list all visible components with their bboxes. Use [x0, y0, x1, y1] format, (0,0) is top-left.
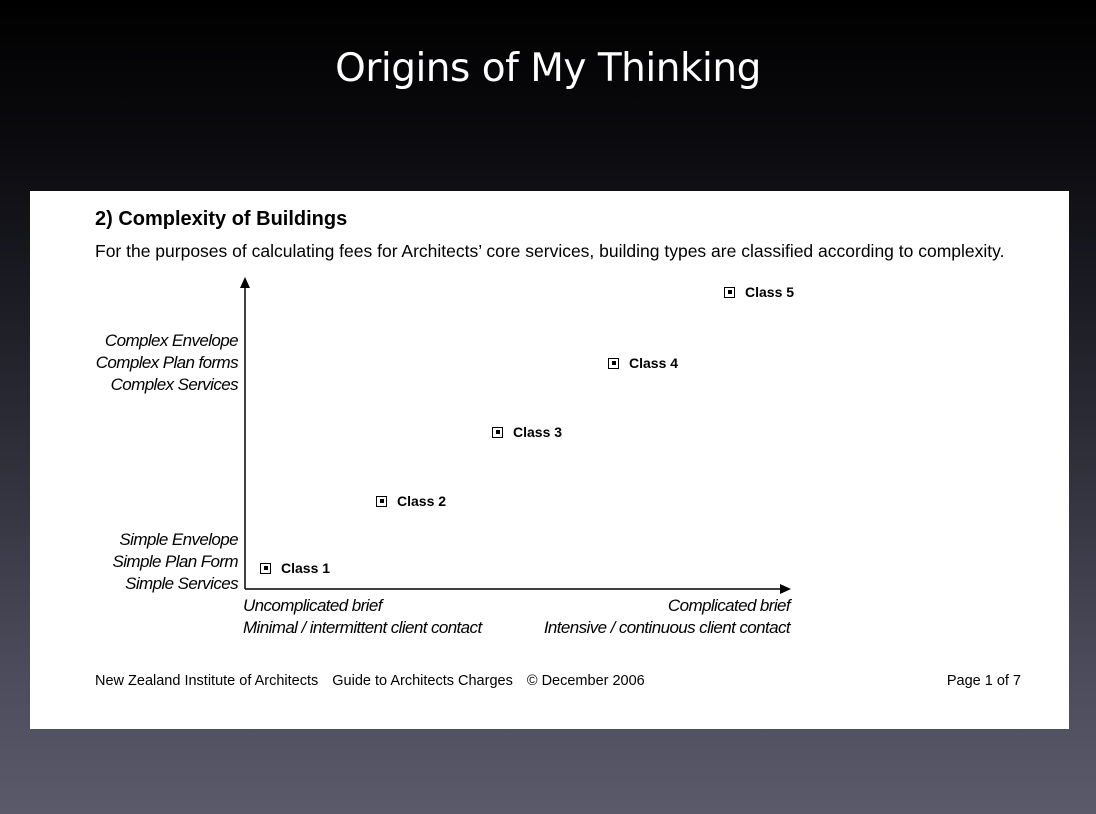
class-4-label: Class 4 [629, 355, 679, 371]
x-axis-right-line-1: Complicated brief [667, 596, 790, 615]
x-axis-left-line-2: Minimal / intermittent client contact [243, 618, 482, 637]
class-1-marker [260, 560, 330, 576]
class-marker-icon [608, 358, 619, 369]
class-5-label: Class 5 [745, 284, 795, 300]
x-axis-right-label [544, 595, 790, 639]
x-axis-right-line-2: Intensive / continuous client contact [543, 618, 790, 637]
y-axis-bottom-line-2: Simple Plan Form [112, 552, 238, 571]
class-2-label: Class 2 [397, 493, 447, 509]
y-axis-arrow-icon [240, 277, 250, 288]
class-2-marker [376, 493, 446, 509]
slide-title: Origins of My Thinking [335, 46, 761, 91]
x-axis-left-label [243, 595, 482, 639]
intro-paragraph: For the purposes of calculating fees for Architects’ core services, building types are classified according to complexity. [95, 241, 1005, 261]
class-marker-icon [492, 427, 503, 438]
footer-organization: New Zealand Institute of Architects [95, 673, 319, 689]
x-axis-arrow-icon [780, 584, 791, 594]
class-marker-icon [260, 563, 271, 574]
class-1-label: Class 1 [281, 560, 331, 576]
class-marker-icon [376, 496, 387, 507]
section-heading: 2) Complexity of Buildings [95, 208, 348, 230]
class-3-label: Class 3 [513, 424, 563, 440]
y-axis-top-line-1: Complex Envelope [104, 331, 238, 350]
y-axis-top-line-3: Complex Services [110, 375, 238, 394]
class-5-marker [724, 284, 794, 300]
footer-page-number: Page 1 of 7 [946, 673, 1021, 689]
y-axis-bottom-line-3: Simple Services [125, 574, 238, 593]
y-axis-top-line-2: Complex Plan forms [95, 353, 238, 372]
footer-copyright: © December 2006 [526, 673, 645, 689]
footer-publication: Guide to Architects Charges [332, 673, 513, 689]
document-page [30, 191, 1069, 729]
class-4-marker [608, 355, 678, 371]
class-marker-icon [724, 287, 735, 298]
document-footer [95, 673, 655, 689]
x-axis-left-line-1: Uncomplicated brief [243, 596, 382, 615]
y-axis-bottom-line-1: Simple Envelope [119, 530, 238, 549]
diagram-axes [30, 191, 1069, 729]
class-3-marker [492, 424, 562, 440]
